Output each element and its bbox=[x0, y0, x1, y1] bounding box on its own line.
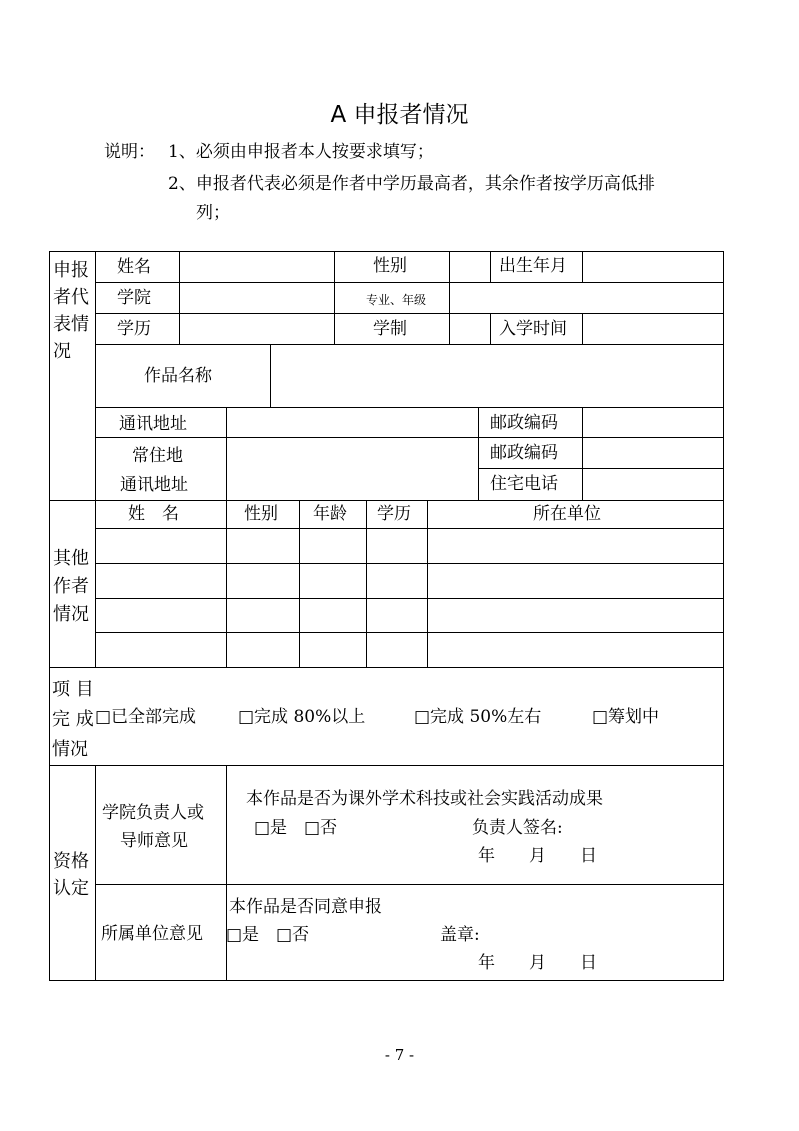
label-gender: 性别 bbox=[373, 256, 407, 276]
col-header-gender: 性别 bbox=[244, 504, 278, 524]
label-college-opinion-2: 导师意见 bbox=[120, 831, 188, 851]
option-80-percent[interactable]: □完成 80%以上 bbox=[238, 707, 366, 727]
label-work-title: 作品名称 bbox=[144, 366, 212, 386]
label-college: 学院 bbox=[117, 288, 151, 308]
label-enroll-time: 入学时间 bbox=[499, 319, 567, 339]
label-perm-address-2: 通讯地址 bbox=[120, 475, 188, 495]
instruction-item-1: 1、必须由申报者本人按要求填写； bbox=[168, 142, 434, 162]
instruction-item-2: 2、申报者代表必须是作者中学历最高者，其余作者按学历高低排 bbox=[168, 174, 655, 194]
label-postcode-1: 邮政编码 bbox=[490, 413, 558, 433]
label-major-grade: 专业、年级 bbox=[366, 293, 427, 307]
label-college-opinion: 学院负责人或 bbox=[102, 803, 204, 823]
label-education: 学历 bbox=[117, 319, 151, 339]
label-duration: 学制 bbox=[373, 319, 407, 339]
label-unit-opinion: 所属单位意见 bbox=[101, 924, 203, 944]
rep-section-header: 申报 者代 表情 况 bbox=[53, 260, 89, 362]
question-agree-submit: 本作品是否同意申报 bbox=[229, 897, 382, 917]
date-line-2: 年 月 日 bbox=[478, 953, 597, 973]
label-perm-address: 常住地 bbox=[132, 446, 183, 466]
progress-section-header: 项 目 完 成 情况 bbox=[52, 679, 94, 760]
page-title: A 申报者情况 bbox=[330, 102, 469, 128]
col-header-unit: 所在单位 bbox=[533, 504, 601, 524]
col-header-age: 年龄 bbox=[313, 504, 347, 524]
label-stamp: 盖章: bbox=[440, 925, 480, 945]
col-header-education: 学历 bbox=[377, 504, 411, 524]
instruction-prefix: 说明： bbox=[104, 142, 155, 162]
question-activity-result: 本作品是否为课外学术科技或社会实践活动成果 bbox=[246, 789, 603, 809]
yes-no-choice-2[interactable]: □是 □否 bbox=[226, 925, 310, 945]
option-planning[interactable]: □筹划中 bbox=[592, 707, 660, 727]
label-home-phone: 住宅电话 bbox=[490, 474, 558, 494]
label-name: 姓名 bbox=[117, 257, 151, 277]
label-address: 通讯地址 bbox=[119, 414, 187, 434]
date-line-1: 年 月 日 bbox=[478, 846, 597, 866]
option-completed[interactable]: □已全部完成 bbox=[95, 707, 197, 727]
yes-no-choice-1[interactable]: □是 □否 bbox=[254, 818, 338, 838]
col-header-name: 姓 名 bbox=[128, 504, 179, 524]
option-50-percent[interactable]: □完成 50%左右 bbox=[414, 707, 542, 727]
label-signature: 负责人签名: bbox=[472, 818, 563, 838]
instruction-item-2-cont: 列； bbox=[196, 203, 230, 223]
label-birth: 出生年月 bbox=[499, 256, 567, 276]
others-section-header: 其他 作者 情况 bbox=[53, 548, 89, 625]
page-number: - 7 - bbox=[384, 1046, 415, 1064]
label-postcode-2: 邮政编码 bbox=[490, 443, 558, 463]
qualification-section-header: 资格 认定 bbox=[53, 851, 89, 899]
